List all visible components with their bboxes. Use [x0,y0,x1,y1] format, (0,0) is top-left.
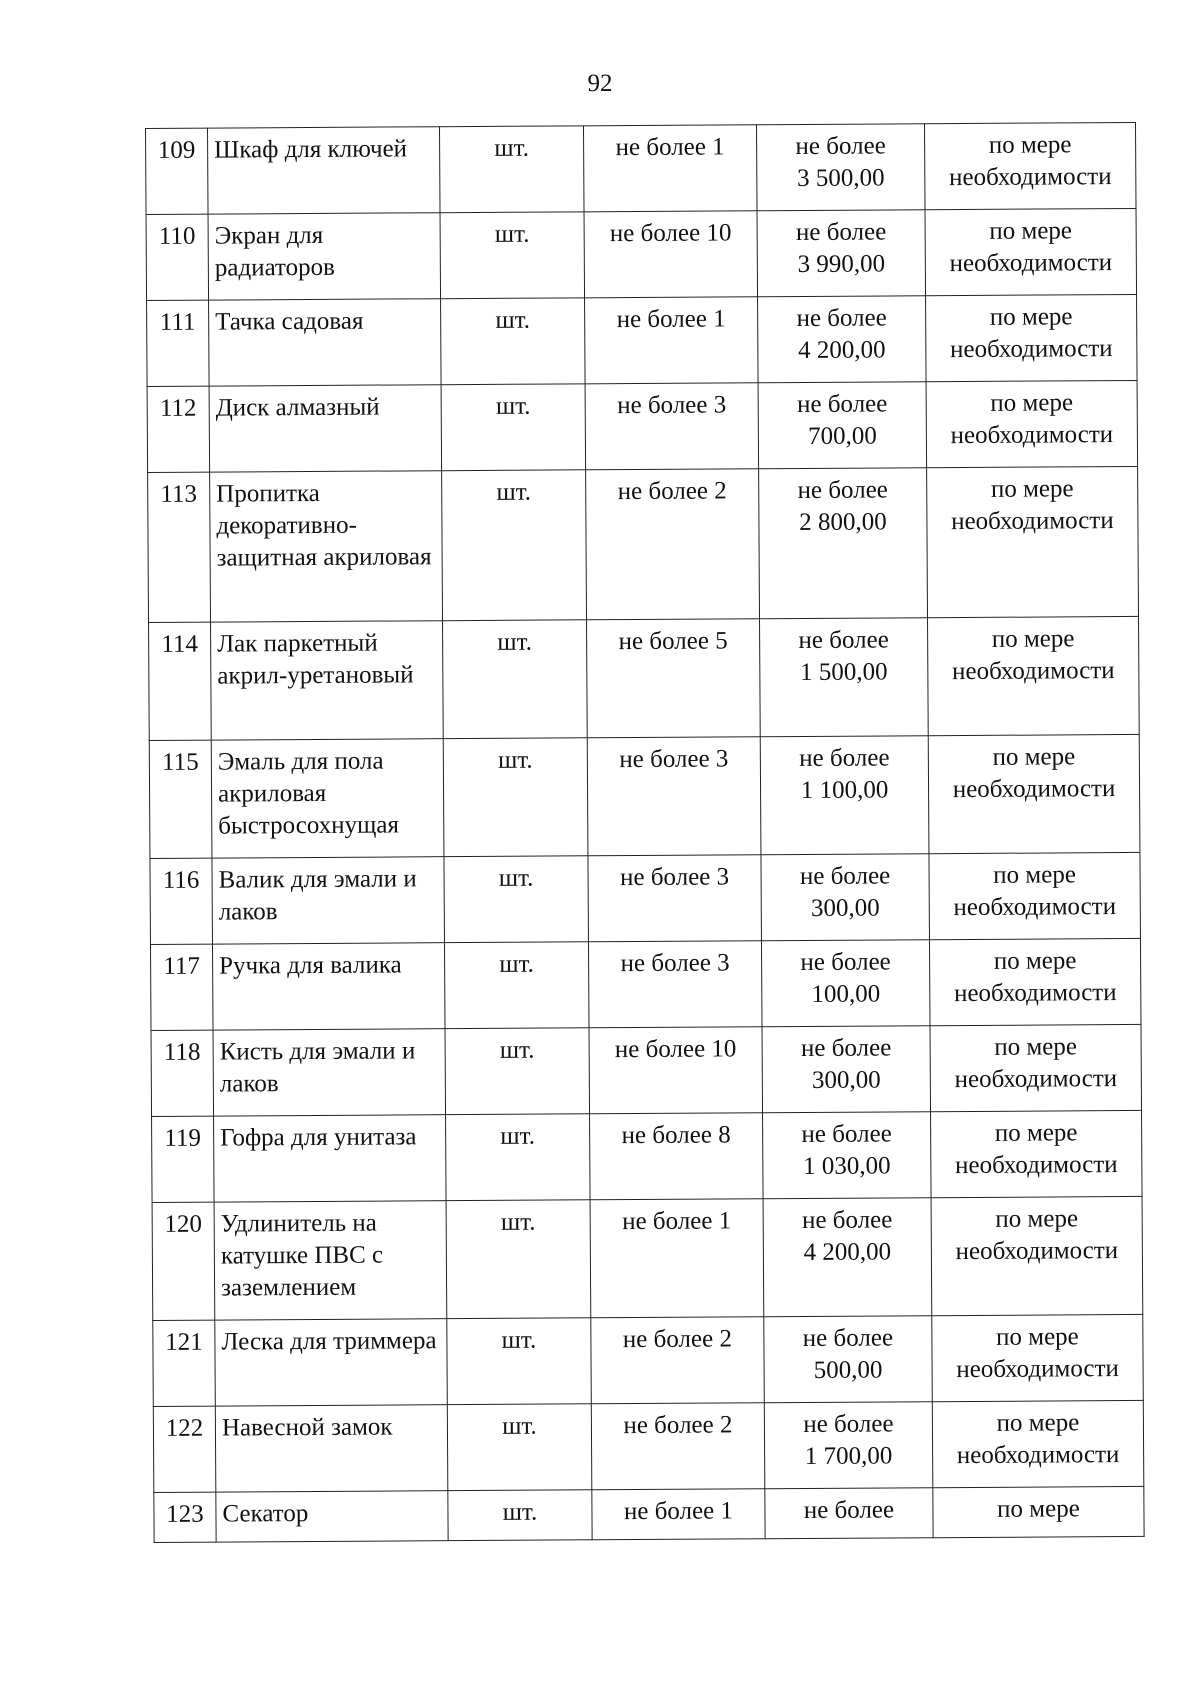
price-cell [763,1112,932,1199]
quantity: не более 2 [591,1403,765,1490]
price-prefix: не более [798,626,889,655]
price-value: 300,00 [810,894,880,922]
unit-of-measure: шт. [440,212,585,299]
price-cell [758,382,927,469]
item-name: Диск алмазный [209,385,442,472]
frequency-line-2: необходимости [951,657,1115,686]
table-row [150,938,1141,1030]
price-value: 300,00 [811,1066,881,1094]
items-table [145,122,1145,1543]
frequency-cell [930,1024,1142,1111]
item-name: Леска для триммера [215,1319,448,1406]
frequency-line-1: по мере [989,303,1073,331]
item-name: Тачка садовая [209,299,442,386]
quantity: не более 3 [588,855,762,942]
row-number: 119 [152,1116,215,1202]
price-value: 4 200,00 [798,336,886,365]
quantity: не более 3 [587,737,761,856]
item-name: Кисть для эмали и лаков [213,1029,446,1116]
row-number: 114 [149,622,212,740]
quantity: не более 3 [588,941,762,1028]
frequency-line-2: необходимости [956,1441,1120,1470]
quantity: не более 5 [587,619,761,738]
price-prefix: не более [800,948,891,977]
frequency-line-2: необходимости [953,893,1117,922]
table-row [152,1110,1143,1202]
row-number: 112 [147,386,210,472]
item-name: Экран для радиаторов [208,213,441,300]
quantity: не более 2 [586,469,760,620]
unit-of-measure: шт. [446,1114,591,1201]
row-number: 120 [152,1202,215,1320]
price-prefix: не более [796,390,888,419]
table-row [146,208,1137,300]
frequency-line-2: необходимости [948,163,1112,192]
table-row [147,294,1138,386]
row-number: 109 [146,128,209,214]
unit-of-measure: шт. [443,620,588,739]
table-row [146,122,1137,214]
price-cell [756,124,925,211]
table-row [154,1486,1144,1542]
quantity: не более 1 [592,1489,765,1540]
frequency-cell [932,1314,1144,1401]
quantity: не более 1 [590,1199,764,1318]
price-cell [764,1402,933,1489]
item-name: Удлинитель на катушке ПВС с заземлением [214,1201,447,1320]
frequency-cell [929,938,1141,1025]
item-name: Ручка для валика [212,943,445,1030]
unit-of-measure: шт. [441,298,586,385]
price-cell [760,736,929,855]
table-row [153,1400,1144,1492]
row-number: 118 [151,1030,214,1116]
frequency-cell [926,294,1138,381]
price-value: 700,00 [807,422,877,450]
price-prefix: не более [803,1410,894,1439]
frequency-line-1: по мере [993,947,1077,975]
unit-of-measure: шт. [444,856,589,943]
row-number: 113 [148,472,211,622]
price-prefix: не более [799,862,891,891]
price-cell [764,1316,933,1403]
unit-of-measure: шт. [443,738,588,857]
quantity: не более 10 [589,1027,763,1114]
table-row [151,1024,1142,1116]
price-cell [761,854,930,941]
price-prefix: не более [797,476,888,505]
unit-of-measure: шт. [447,1318,592,1405]
price-prefix: не более [795,218,887,247]
frequency-cell [928,616,1140,735]
price-value: 1 030,00 [803,1152,891,1180]
price-value: 4 200,00 [803,1238,892,1266]
quantity: не более 2 [591,1317,765,1404]
frequency-line-1: по мере [997,1495,1080,1523]
items-table-wrapper [145,122,1144,1543]
frequency-line-1: по мере [990,475,1074,503]
unit-of-measure: шт. [439,126,584,213]
price-cell [761,940,930,1027]
row-number: 116 [150,858,213,944]
table-row [147,380,1138,472]
price-cell [758,296,927,383]
item-name: Лак паркетный акрил-уретановый [211,621,444,740]
frequency-cell [931,1196,1143,1315]
table-row [149,734,1140,858]
frequency-line-1: по мере [989,217,1073,245]
price-prefix: не более [801,1120,892,1149]
unit-of-measure: шт. [441,384,586,471]
price-cell [762,1026,931,1113]
price-value: 1 100,00 [800,776,889,805]
page-number: 92 [587,70,613,97]
price-value: 1 700,00 [804,1442,893,1470]
price-cell [763,1198,932,1317]
table-row [150,852,1141,944]
price-cell [759,468,928,619]
frequency-line-2: необходимости [950,335,1113,364]
price-cell [760,618,929,737]
item-name: Гофра для унитаза [214,1115,447,1202]
price-value: 3 500,00 [796,164,885,193]
frequency-cell [926,380,1138,467]
frequency-cell [931,1110,1143,1197]
frequency-cell [933,1486,1144,1537]
price-prefix: не более [799,744,890,773]
unit-of-measure: шт. [442,470,587,621]
frequency-line-2: необходимости [955,1151,1118,1180]
price-prefix: не более [800,1034,892,1063]
row-number: 110 [146,214,209,300]
row-number: 111 [147,300,210,386]
item-name: Валик для эмали и лаков [212,857,445,944]
price-value: 100,00 [811,980,881,1008]
price-value: 2 800,00 [799,508,887,537]
frequency-cell [928,734,1140,853]
item-name: Эмаль для пола акриловая быстросохнущая [211,739,444,858]
quantity: не более 3 [585,383,759,470]
frequency-line-1: по мере [991,625,1075,653]
frequency-cell [924,122,1136,209]
frequency-line-2: необходимости [951,507,1114,536]
row-number: 123 [154,1492,216,1542]
unit-of-measure: шт. [446,1200,591,1319]
price-value: 3 990,00 [797,250,886,279]
frequency-line-2: необходимости [955,1237,1119,1266]
price-prefix: не более [796,304,887,333]
frequency-line-2: необходимости [954,1065,1118,1094]
frequency-line-1: по мере [996,1409,1080,1437]
frequency-line-2: необходимости [956,1355,1119,1384]
table-row [152,1196,1143,1320]
frequency-cell [925,208,1137,295]
items-table-body [146,122,1145,1542]
item-name: Пропитка декоративно-защитная акриловая [210,471,443,622]
row-number: 121 [153,1320,216,1406]
frequency-line-2: необходимости [949,249,1113,278]
frequency-line-1: по мере [992,743,1076,771]
frequency-line-1: по мере [993,861,1076,889]
unit-of-measure: шт. [448,1490,592,1541]
frequency-line-2: необходимости [953,979,1117,1008]
frequency-line-1: по мере [995,1323,1079,1351]
price-prefix: не более [801,1206,893,1235]
frequency-line-1: по мере [990,389,1074,417]
quantity: не более 1 [585,297,759,384]
frequency-line-1: по мере [995,1205,1079,1233]
quantity: не более 10 [584,211,758,298]
frequency-line-1: по мере [994,1119,1078,1147]
table-row [148,466,1139,622]
price-cell [765,1488,933,1539]
frequency-cell [932,1400,1144,1487]
frequency-line-1: по мере [988,131,1072,159]
price-cell [757,210,926,297]
price-value: 1 500,00 [800,658,888,687]
table-row [149,616,1140,740]
frequency-cell [929,852,1141,939]
frequency-cell [927,466,1139,617]
table-row [153,1314,1144,1406]
item-name: Шкаф для ключей [208,127,441,214]
frequency-line-1: по мере [994,1033,1078,1061]
price-prefix: не более [795,132,886,161]
unit-of-measure: шт. [444,942,589,1029]
unit-of-measure: шт. [447,1404,592,1491]
item-name: Навесной замок [215,1405,448,1492]
item-name: Секатор [216,1491,448,1542]
price-value: 500,00 [813,1356,883,1384]
unit-of-measure: шт. [445,1028,590,1115]
quantity: не более 8 [590,1113,764,1200]
price-prefix: не более [803,1496,895,1525]
frequency-line-2: необходимости [950,421,1114,450]
row-number: 115 [149,740,212,858]
quantity: не более 1 [583,125,757,212]
row-number: 122 [153,1406,216,1492]
row-number: 117 [150,944,213,1030]
frequency-line-2: необходимости [952,775,1116,804]
price-prefix: не более [802,1324,894,1353]
